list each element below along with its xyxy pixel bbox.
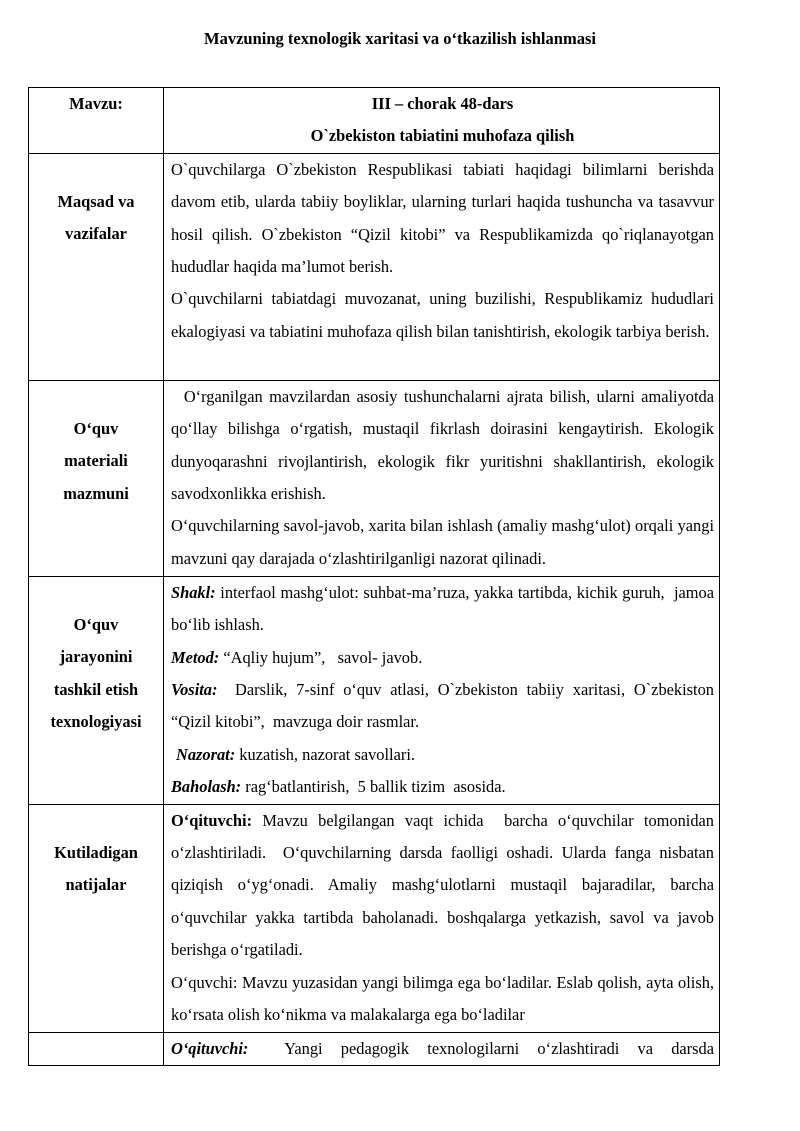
row-technology-label-line-3: tashkil etish — [53, 679, 139, 699]
control-label: Nazorat: — [176, 744, 236, 764]
row-topic-content — [164, 88, 720, 154]
row-goals-label-line-1: Maqsad va — [57, 191, 135, 211]
row-content-label-line-1: O‘quv — [73, 418, 119, 438]
results-student-paragraph: O‘quvchi: Mavzu yuzasidan yangi bilimga ega bo‘ladilar. Eslab qolish, ayta olish, ko‘rsata olish ko‘nikma va malakalarga ega bo‘ladilar — [171, 972, 714, 1025]
row-goals-label-cell — [29, 153, 164, 380]
row-topic — [29, 88, 720, 154]
row-results-label-line-1: Kutiladigan — [54, 842, 138, 862]
method-line — [171, 642, 714, 674]
method-label: Metod: — [171, 647, 220, 667]
row-results — [29, 804, 720, 1032]
row-last-content — [164, 1032, 720, 1065]
row-technology — [29, 576, 720, 804]
row-goals-label-line-2: vazifalar — [65, 224, 127, 244]
assess-line — [171, 771, 714, 803]
tool-label: Vosita: — [171, 680, 218, 700]
row-content-label-line-3: mazmuni — [63, 483, 129, 503]
row-results-content — [164, 804, 723, 1032]
lesson-number: III – chorak 48-dars — [371, 94, 514, 113]
form-line — [171, 577, 719, 642]
row-technology-label-line-4: texnologiyasi — [50, 712, 142, 732]
row-technology-label-cell — [29, 576, 164, 804]
row-technology-label-line-1: O‘quv — [73, 614, 119, 634]
row-goals — [29, 153, 720, 380]
lesson-topic: O`zbekiston tabiatini muhofaza qilish — [310, 126, 575, 146]
control-line — [171, 739, 714, 771]
results-teacher-text: Mavzu belgilangan vaqt ichida barcha o‘quvchilar tomonidan o‘zlashtiriladi. O‘quvchilarning darsda faolligi oshadi. Ularda fanga nisbatan qiziqish o‘yg‘onadi. Amaliy mashg‘ulotlarni mustaqil bajaradilar, barcha o‘quvchilar yakka tartibda baholanadi. boshqalarga yetkazish, savol va javob berishga o‘rgatiladi. — [171, 810, 723, 960]
row-results-label-cell — [29, 804, 164, 1032]
goals-paragraph-1: O`quvchilarga O`zbekiston Respublikasi tabiati haqidagi bilimlarni berishda davom etib, ularda tabiiy boyliklar, ularning turlari haqida tushuncha va tasavvur hosil qilish. O`zbekiston “Qizil kitobi” va Respublikamizda qo`riqlanayotgan hududlar haqida ma’lumot berish. — [171, 159, 714, 277]
last-teacher-text: Yangi pedagogik texnologilarni o‘zlashtiradi va darsda — [248, 1038, 714, 1058]
control-text: kuzatish, nazorat savollari. — [235, 744, 415, 764]
document-title: Mavzuning texnologik xaritasi va o‘tkazilish ishlanmasi — [204, 29, 596, 48]
row-topic-label: Mavzu: — [69, 94, 123, 113]
row-results-label-line-2: natijalar — [65, 875, 127, 895]
content-paragraph-2: O‘quvchilarning savol-javob, xarita bilan ishlash (amaliy mashg‘ulot) orqali yangi mavzuni qay darajada o‘zlashtirilganligi nazorat qilinadi. — [171, 516, 714, 568]
method-text: “Aqliy hujum”, savol- javob. — [219, 647, 423, 667]
form-text: interfaol mashg‘ulot: suhbat-ma’ruza, yakka tartibda, kichik guruh, jamoa bo‘lib ishlash. — [171, 582, 719, 635]
row-last — [29, 1032, 720, 1065]
row-technology-label-line-2: jarayonini — [59, 647, 133, 667]
technology-map-table — [28, 87, 723, 1066]
row-content-label-line-2: materiali — [64, 451, 128, 471]
results-teacher-label: O‘qituvchi: — [171, 810, 253, 830]
results-teacher-paragraph — [171, 805, 723, 967]
tool-text: Darslik, 7-sinf o‘quv atlasi, O`zbekiston tabiiy xaritasi, O`zbekiston “Qizil kitobi”, mavzuga doir rasmlar. — [171, 680, 719, 732]
last-teacher-line — [171, 1033, 714, 1065]
last-teacher-label: O‘qituvchi: — [171, 1038, 249, 1058]
row-topic-label-cell — [29, 88, 164, 154]
tool-line — [171, 674, 719, 739]
row-last-label-cell — [29, 1032, 164, 1065]
row-goals-content — [164, 153, 720, 380]
form-label: Shakl: — [171, 582, 216, 602]
row-content-content — [164, 380, 720, 576]
row-technology-content — [164, 576, 720, 804]
row-content-label-cell — [29, 380, 164, 576]
assess-label: Baholash: — [171, 777, 242, 797]
assess-text: rag‘batlantirish, 5 ballik tizim asosida. — [241, 777, 506, 797]
goals-paragraph-2: O`quvchilarni tabiatdagi muvozanat, uning buzilishi, Respublikamiz hududlari ekalogiyasi va tabiatini muhofaza qilish bilan tanishtirish, ekologik tarbiya berish. — [171, 289, 714, 341]
content-paragraph-1: O‘rganilgan mavzilardan asosiy tushunchalarni ajrata bilish, ularni amaliyotda qo‘llay bilishga o‘rgatish, mustaqil fikrlash doirasini kengaytirish. Ekologik dunyoqarashni rivojlantirish, ekologik fikr yuritishni shakllantirish, ekologik savodxonlikka erishish. — [171, 386, 719, 504]
row-content — [29, 380, 720, 576]
